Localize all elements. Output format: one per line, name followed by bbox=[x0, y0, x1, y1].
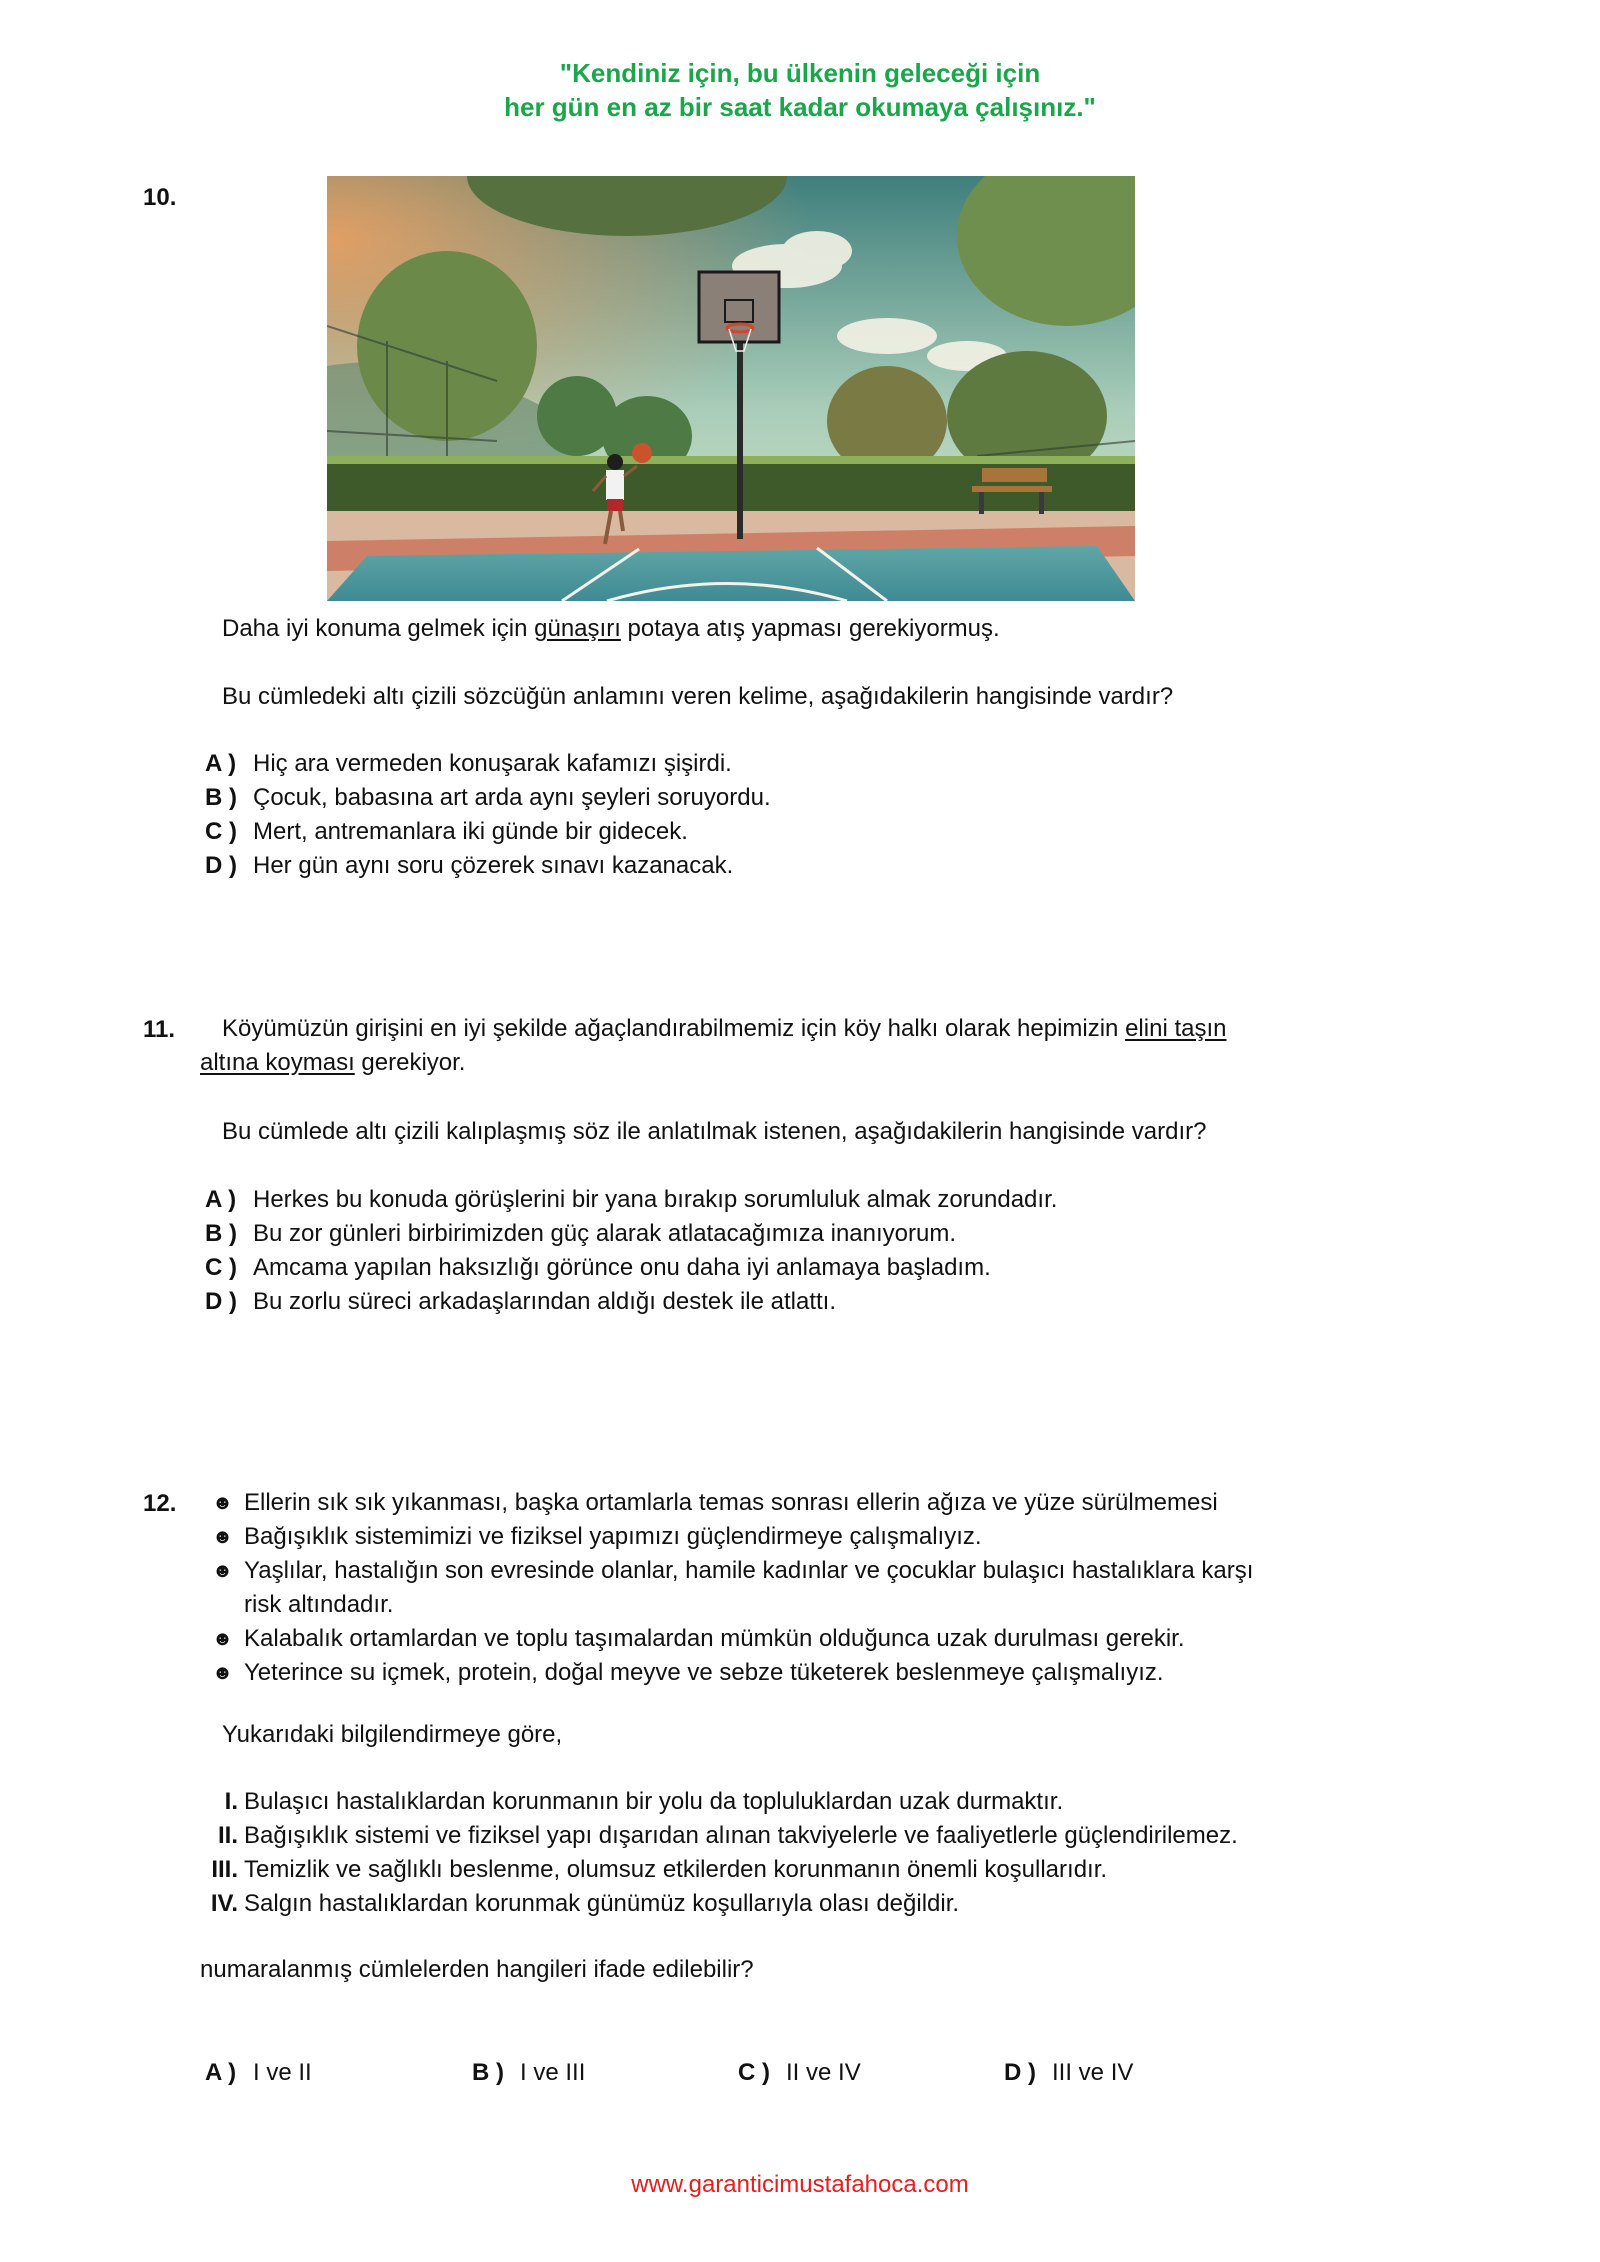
basketball-court-image bbox=[327, 176, 1135, 601]
bullet-text: Ellerin sık sık yıkanması, başka ortamlarla temas sonrası ellerin ağıza ve yüze sürülmemesi bbox=[244, 1489, 1218, 1516]
underlined-word: günaşırı bbox=[534, 615, 621, 642]
option-label: B ) bbox=[472, 2059, 504, 2086]
bullet-item bbox=[212, 1520, 1412, 1554]
option-label: D ) bbox=[1004, 2059, 1036, 2086]
bullet-item bbox=[212, 1486, 1412, 1520]
option-text: Amcama yapılan haksızlığı görünce onu daha iyi anlamaya başladım. bbox=[253, 1254, 991, 1281]
smiley-bullet-icon: ☻ bbox=[212, 1628, 234, 1650]
option-text: Mert, antremanlara iki günde bir gidecek. bbox=[253, 818, 688, 845]
bullet-text: risk altındadır. bbox=[244, 1591, 394, 1618]
option-label: B ) bbox=[205, 784, 237, 811]
option-text: III ve IV bbox=[1052, 2059, 1134, 2086]
question-10-options bbox=[205, 747, 771, 883]
statement-item bbox=[196, 1853, 1238, 1887]
option-b[interactable] bbox=[472, 2056, 585, 2090]
option-d[interactable] bbox=[205, 1285, 1057, 1319]
option-text: Bu zor günleri birbirimizden güç alarak atlatacağımıza inanıyorum. bbox=[253, 1220, 956, 1247]
option-text: II ve IV bbox=[786, 2059, 861, 2086]
statement-text: Temizlik ve sağlıklı beslenme, olumsuz etkilerden korunmanın önemli koşullarıdır. bbox=[244, 1856, 1108, 1883]
option-c[interactable] bbox=[205, 815, 771, 849]
option-b[interactable] bbox=[205, 1217, 1057, 1251]
smiley-bullet-icon: ☻ bbox=[212, 1662, 234, 1684]
option-text: I ve II bbox=[253, 2059, 312, 2086]
footer-website-link[interactable]: www.garanticimustafahoca.com bbox=[631, 2171, 969, 2198]
statement-text: Salgın hastalıklardan korunmak günümüz koşullarıyla olası değildir. bbox=[244, 1890, 960, 1917]
statement-text: Bağışıklık sistemi ve fiziksel yapı dışarıdan alınan takviyelerle ve faaliyetlerle güçlendirilemez. bbox=[244, 1822, 1238, 1849]
sentence-text: potaya atış yapması gerekiyormuş. bbox=[620, 615, 1000, 642]
option-label: C ) bbox=[205, 1254, 237, 1281]
sentence-text: Köyümüzün girişini en iyi şekilde ağaçlandırabilmemiz için köy halkı olarak hepimizin bbox=[222, 1015, 1126, 1042]
bullet-item bbox=[212, 1656, 1412, 1690]
question-11-sentence-line-1 bbox=[222, 1012, 1226, 1046]
option-d[interactable] bbox=[205, 849, 771, 883]
option-text: Bu zorlu süreci arkadaşlarından aldığı destek ile atlattı. bbox=[253, 1288, 836, 1315]
statement-item bbox=[196, 1819, 1238, 1853]
question-10-number: 10. bbox=[143, 184, 177, 211]
question-11-sentence-line-2 bbox=[200, 1046, 465, 1080]
statement-text: Bulaşıcı hastalıklardan korunmanın bir yolu da topluluklardan uzak durmaktır. bbox=[244, 1788, 1064, 1815]
question-11-number: 11. bbox=[143, 1016, 176, 1043]
roman-numeral: I. bbox=[224, 1788, 238, 1815]
roman-numeral: III. bbox=[211, 1856, 238, 1883]
question-10-sentence bbox=[222, 612, 1000, 646]
smiley-bullet-icon: ☻ bbox=[212, 1526, 234, 1548]
bullet-text: Kalabalık ortamlardan ve toplu taşımalardan mümkün olduğunca uzak durulması gerekir. bbox=[244, 1625, 1185, 1652]
bullet-text: Yeterince su içmek, protein, doğal meyve ve sebze tüketerek beslenmeye çalışmalıyız. bbox=[244, 1659, 1164, 1686]
smiley-bullet-icon: ☻ bbox=[212, 1492, 234, 1514]
sentence-text: Daha iyi konuma gelmek için bbox=[222, 615, 535, 642]
option-a[interactable] bbox=[205, 2056, 312, 2090]
option-c[interactable] bbox=[738, 2056, 861, 2090]
underlined-idiom-part-2: altına koyması bbox=[200, 1049, 355, 1076]
bullet-text: Bağışıklık sistemimizi ve fiziksel yapımızı güçlendirmeye çalışmalıyız. bbox=[244, 1523, 982, 1550]
option-a[interactable] bbox=[205, 1183, 1057, 1217]
question-11-options bbox=[205, 1183, 1057, 1319]
smiley-bullet-icon: ☻ bbox=[212, 1560, 234, 1582]
question-12-bullets bbox=[212, 1486, 1412, 1690]
option-label: D ) bbox=[205, 1288, 237, 1315]
statement-item bbox=[196, 1785, 1238, 1819]
option-label: C ) bbox=[205, 818, 237, 845]
option-text: Çocuk, babasına art arda aynı şeyleri soruyordu. bbox=[253, 784, 771, 811]
option-a[interactable] bbox=[205, 747, 771, 781]
option-label: D ) bbox=[205, 852, 237, 879]
bullet-item bbox=[212, 1622, 1412, 1656]
roman-numeral: IV. bbox=[210, 1890, 238, 1917]
basketball-scene-illustration bbox=[327, 176, 1135, 601]
question-10-prompt: Bu cümledeki altı çizili sözcüğün anlamını veren kelime, aşağıdakilerin hangisinde vardır? bbox=[222, 683, 1174, 710]
option-text: Herkes bu konuda görüşlerini bir yana bırakıp sorumluluk almak zorundadır. bbox=[253, 1186, 1058, 1213]
motto-line-2: her gün en az bir saat kadar okumaya çalışınız." bbox=[504, 92, 1096, 122]
option-b[interactable] bbox=[205, 781, 771, 815]
option-label: A ) bbox=[205, 750, 237, 777]
option-d[interactable] bbox=[1004, 2056, 1133, 2090]
option-text: Her gün aynı soru çözerek sınavı kazanacak. bbox=[253, 852, 734, 879]
motto-quote bbox=[0, 56, 1600, 124]
option-text: I ve III bbox=[520, 2059, 586, 2086]
underlined-idiom-part-1: elini taşın bbox=[1125, 1015, 1227, 1042]
option-label: A ) bbox=[205, 1186, 237, 1213]
bullet-item bbox=[212, 1554, 1412, 1588]
motto-line-1: "Kendiniz için, bu ülkenin geleceği için bbox=[559, 58, 1041, 88]
question-12-prompt: numaralanmış cümlelerden hangileri ifade edilebilir? bbox=[200, 1956, 754, 1983]
bullet-text: Yaşlılar, hastalığın son evresinde olanlar, hamile kadınlar ve çocuklar bulaşıcı hastalıklara karşı bbox=[244, 1557, 1254, 1584]
option-c[interactable] bbox=[205, 1251, 1057, 1285]
grass bbox=[327, 456, 1135, 464]
question-12-number: 12. bbox=[143, 1490, 177, 1517]
bullet-item-continuation bbox=[212, 1588, 1412, 1622]
option-label: C ) bbox=[738, 2059, 770, 2086]
option-label: A ) bbox=[205, 2059, 237, 2086]
option-text: Hiç ara vermeden konuşarak kafamızı şişirdi. bbox=[253, 750, 732, 777]
question-12-intro: Yukarıdaki bilgilendirmeye göre, bbox=[222, 1721, 563, 1748]
question-12-statements bbox=[196, 1785, 1238, 1921]
sentence-text: gerekiyor. bbox=[354, 1049, 466, 1076]
option-label: B ) bbox=[205, 1220, 237, 1247]
roman-numeral: II. bbox=[217, 1822, 238, 1849]
question-11-prompt: Bu cümlede altı çizili kalıplaşmış söz ile anlatılmak istenen, aşağıdakilerin hangisinde vardır? bbox=[222, 1118, 1207, 1145]
statement-item bbox=[196, 1887, 1238, 1921]
